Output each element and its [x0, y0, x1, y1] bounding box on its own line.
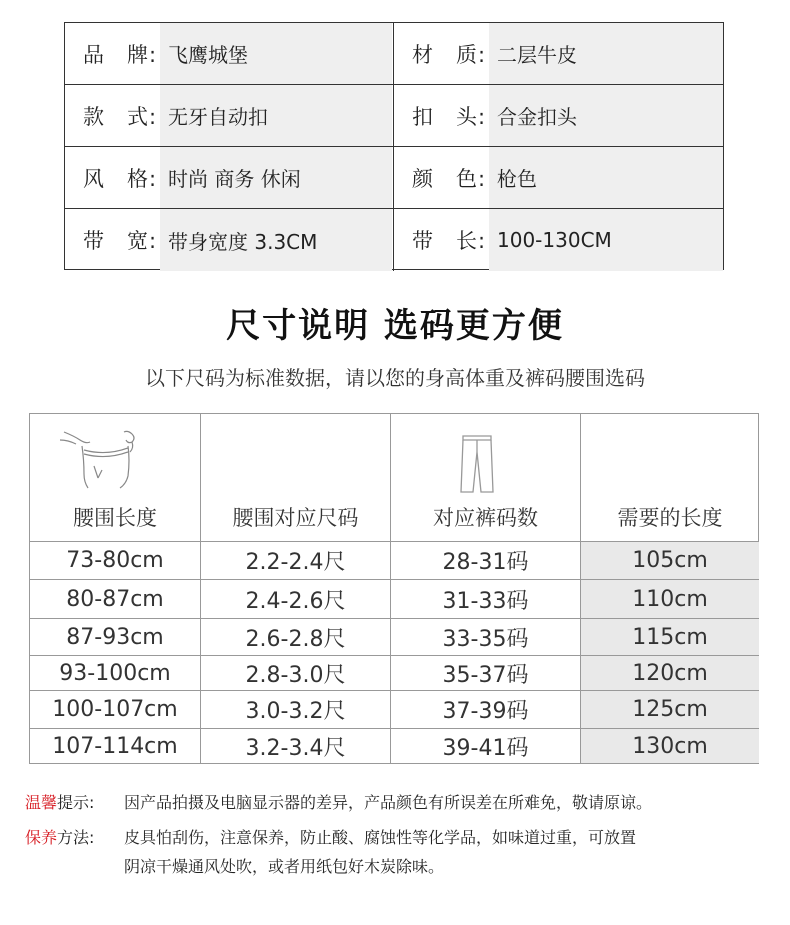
header-waist-length: 腰围长度: [73, 506, 157, 530]
spec-cell: [394, 23, 723, 84]
table-cell: 3.2-3.4尺: [245, 735, 346, 761]
spec-label: 风 格:: [83, 166, 158, 191]
table-cell: 37-39码: [442, 699, 529, 724]
table-cell: 73-80cm: [66, 548, 164, 573]
table-row: [30, 579, 758, 618]
care-note: [25, 827, 94, 849]
spec-cell: [394, 147, 723, 208]
table-cell: 28-31码: [442, 550, 529, 575]
spec-value: 枪色: [489, 147, 723, 208]
tip-label: 提示:: [57, 793, 95, 812]
table-cell: 110cm: [581, 580, 759, 618]
table-cell: 105cm: [581, 542, 759, 579]
spec-row: [65, 23, 723, 85]
spec-label: 颜 色:: [412, 166, 487, 191]
spec-row: [65, 209, 723, 271]
spec-value: 时尚 商务 休闲: [160, 147, 392, 208]
care-text-line-2: 阴凉干燥通风处吹，或者用纸包好木炭除味。: [124, 857, 445, 876]
table-cell: 100-107cm: [52, 697, 178, 722]
spec-label: 扣 头:: [412, 104, 487, 129]
table-cell: 120cm: [581, 656, 759, 690]
table-cell: 33-35码: [442, 626, 529, 652]
tip-text: 因产品拍摄及电脑显示器的差异，产品颜色有所误差在所难免，敬请原谅。: [124, 793, 653, 812]
table-cell: 2.6-2.8尺: [245, 626, 346, 652]
header-cell: [581, 414, 759, 542]
table-cell: 39-41码: [442, 735, 529, 761]
header-cell: [30, 414, 200, 542]
table-cell: 87-93cm: [66, 624, 164, 650]
header-required-length: 需要的长度: [617, 506, 723, 530]
table-cell: 80-87cm: [66, 586, 164, 612]
spec-cell: [65, 23, 394, 84]
table-row: [30, 690, 758, 728]
spec-cell: [65, 147, 394, 208]
table-cell: 115cm: [581, 619, 759, 655]
care-label: 方法:: [57, 828, 95, 847]
table-cell: 35-37码: [442, 662, 529, 688]
table-cell: 107-114cm: [52, 733, 178, 759]
table-cell: 2.4-2.6尺: [245, 588, 346, 614]
care-highlight: 保养: [25, 828, 58, 847]
header-cell: [391, 414, 580, 542]
table-row: [30, 618, 758, 655]
spec-cell: [394, 85, 723, 146]
header-pants-size: 对应裤码数: [433, 506, 538, 530]
header-cell: [201, 414, 390, 542]
table-row: [30, 655, 758, 690]
spec-label: 带 宽:: [83, 229, 158, 253]
spec-cell: [65, 85, 394, 146]
table-cell: 3.0-3.2尺: [245, 699, 346, 724]
tip-highlight: 温馨: [25, 793, 58, 812]
spec-cell: [65, 209, 394, 271]
page-subtitle: 以下尺码为标准数据，请以您的身高体重及裤码腰围选码: [145, 366, 645, 390]
spec-row: [65, 147, 723, 209]
table-cell: 31-33码: [442, 588, 529, 614]
spec-value: 飞鹰城堡: [160, 23, 392, 84]
spec-label: 带 长:: [412, 229, 487, 253]
waist-icon: [58, 426, 142, 490]
spec-value: 100-130CM: [489, 209, 723, 271]
tip-note: [25, 792, 94, 814]
spec-label: 材 质:: [412, 42, 487, 67]
table-cell: 130cm: [581, 729, 759, 763]
pants-icon: [459, 434, 495, 494]
table-cell: 2.2-2.4尺: [245, 550, 346, 575]
page-title: 尺寸说明 选码更方便: [226, 306, 564, 346]
care-text-line-1: 皮具怕刮伤，注意保养，防止酸、腐蚀性等化学品，如味道过重，可放置: [124, 828, 637, 847]
size-table: [29, 413, 759, 764]
table-cell: 125cm: [581, 691, 759, 728]
spec-cell: [394, 209, 723, 271]
spec-label: 品 牌:: [83, 42, 158, 67]
table-cell: 2.8-3.0尺: [245, 662, 346, 688]
spec-value: 无牙自动扣: [160, 85, 392, 146]
spec-row: [65, 85, 723, 147]
spec-table: [64, 22, 724, 270]
table-row: [30, 541, 758, 579]
table-row: [30, 728, 758, 763]
spec-label: 款 式:: [83, 104, 158, 129]
spec-value: 合金扣头: [489, 85, 723, 146]
header-waist-size: 腰围对应尺码: [232, 506, 359, 530]
spec-value: 带身宽度 3.3CM: [160, 209, 392, 271]
table-cell: 93-100cm: [59, 660, 171, 686]
spec-value: 二层牛皮: [489, 23, 723, 84]
